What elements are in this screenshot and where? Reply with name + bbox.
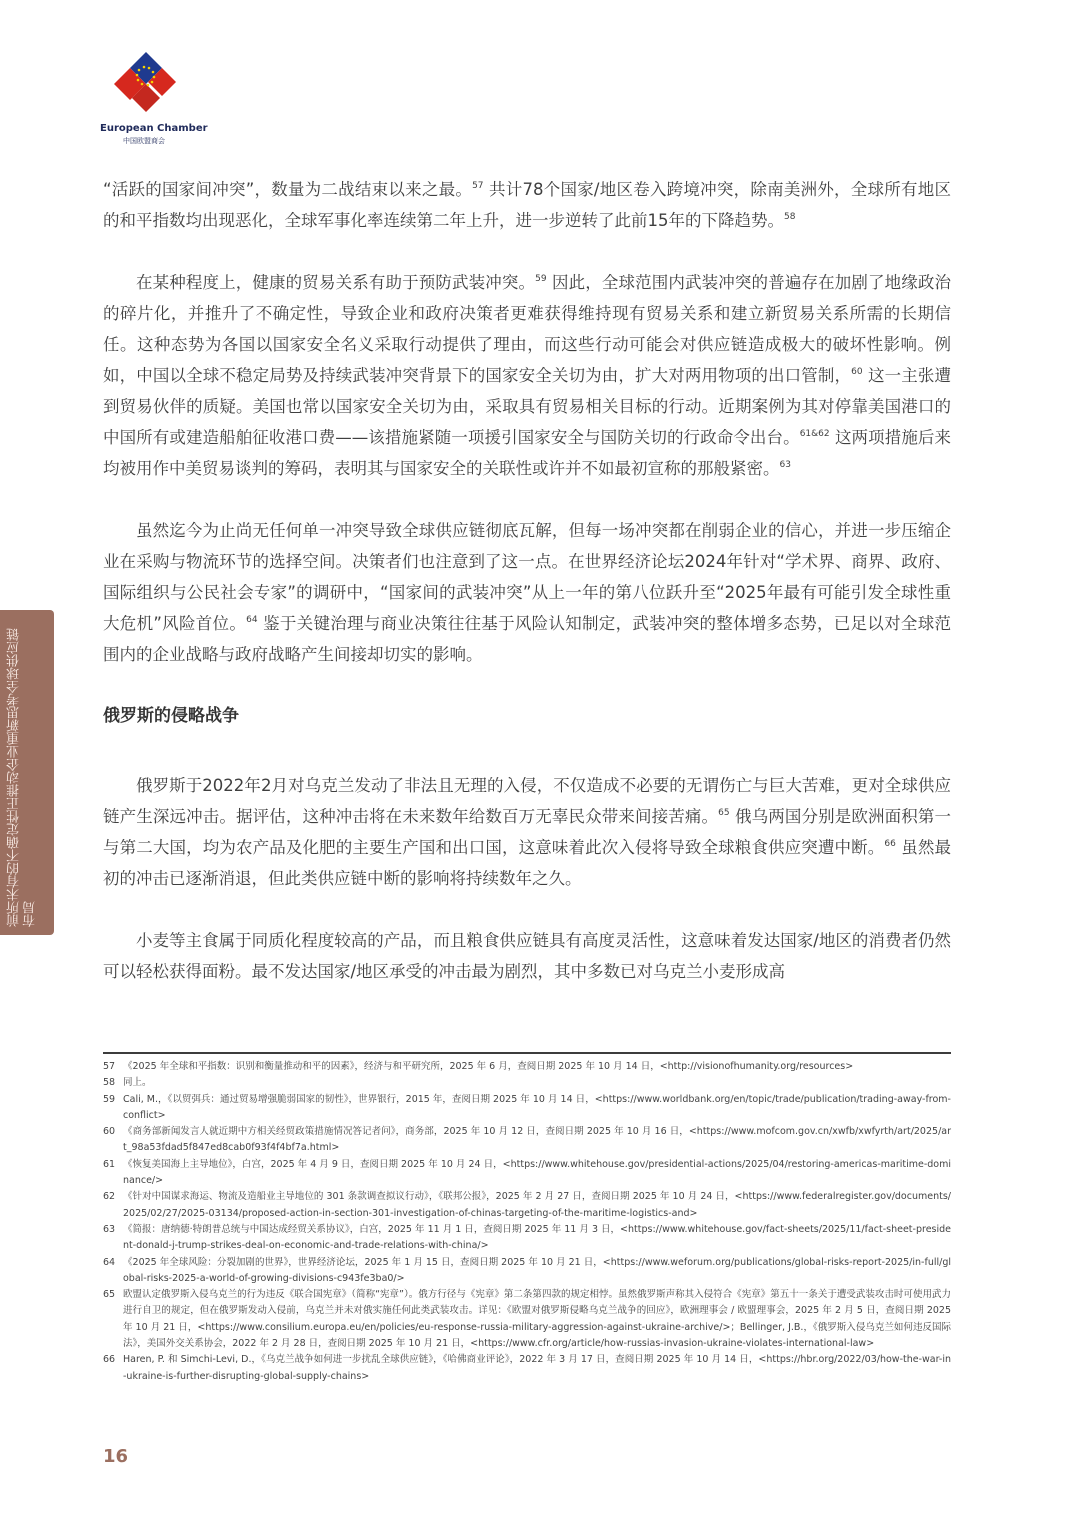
footnote-divider <box>103 1052 951 1054</box>
paragraph-text: 鉴于关键治理与商业决策往往基于风险认知制定，武装冲突的整体增多态势，已足以对全球范围内的企业战略与政府战略产生间接却切实的影响。 <box>103 614 951 664</box>
section-heading: 俄罗斯的侵略战争 <box>103 706 239 726</box>
footnote-ref[interactable]: 57 <box>472 181 484 191</box>
paragraph-text: 虽然最初的冲击已逐渐消退，但此类供应链中断的影响将持续数年之久。 <box>103 838 951 888</box>
footnote-text: 《2025 年全球和平指数：识别和衡量推动和平的因素》，经济与和平研究所，2025 年 6 月，查阅日期 2025 年 10 月 14 日，<http://visionofhumanity.org/resources> <box>123 1061 854 1072</box>
footnote-number: 61 <box>103 1158 116 1170</box>
paragraph-text: 共计78个国家/地区卷入跨境冲突，除南美洲外，全球所有地区的和平指数均出现恶化，全球军事化率连续第二年上升，进一步逆转了此前15年的下降趋势。 <box>103 180 951 230</box>
footnote-ref[interactable]: 63 <box>779 460 791 470</box>
footnote-text: 《针对中国谋求海运、物流及造船业主导地位的 301 条款调查拟议行动》，《联邦公报》，2025 年 2 月 27 日，查阅日期 2025 年 10 月 24 日，<https://www.federalregister.gov/documents/2025/02/27/2025-03134/proposed-action-in-section-301-investigation-of-chinas-targeting-of-the-maritime-logistics-and> <box>123 1191 951 1219</box>
paragraph-text: 俄乌两国分别是欧洲面积第一与第二大国，均为农产品及化肥的主要生产国和出口国，这意味着此次入侵将导致全球粮食供应突遭中断。 <box>103 807 952 857</box>
footnote <box>103 1075 951 1091</box>
paragraph <box>103 925 951 987</box>
footnote-number: 64 <box>103 1256 116 1268</box>
paragraph <box>103 174 951 236</box>
main-content <box>103 174 951 1018</box>
footnote-text: 《简报：唐纳德·特朗普总统与中国达成经贸关系协议》，白宫，2025 年 11 月 1 日，查阅日期 2025 年 11 月 3 日，<https://www.whitehouse.gov/fact-sheets/2025/11/fact-sheet-president-donald-j-trump-strikes-deal-on-economic-and-trade-relations-with-china/> <box>123 1223 951 1252</box>
footnote <box>103 1287 951 1352</box>
footnote-number: 60 <box>103 1126 116 1138</box>
page-number: 16 <box>103 1446 129 1467</box>
footnote-number: 59 <box>103 1093 116 1105</box>
paragraph-text: 小麦等主食属于同质化程度较高的产品，而且粮食供应链具有高度灵活性，这意味着发达国家/地区的消费者仍然可以轻松获得面粉。最不发达国家/地区承受的冲击最为剧烈，其中多数已对乌克兰小麦形成高 <box>103 931 951 981</box>
logo-name: European Chamber <box>100 123 208 134</box>
paragraph <box>103 515 951 670</box>
footnote-text: Cali, M.，《以贸弭兵：通过贸易增强脆弱国家的韧性》，世界银行，2015 年，查阅日期 2025 年 10 月 14 日，<https://www.worldbank.org/en/topic/trade/publication/trading-away-from-conflict> <box>123 1093 951 1121</box>
footnote <box>103 1124 951 1157</box>
footnote-text: 《商务部新闻发言人就近期中方相关经贸政策措施情况答记者问》，商务部，2025 年 10 月 12 日，查阅日期 2025 年 10 月 16 日，<https://www.mofcom.gov.cn/xwfb/xwfyrth/art/2025/art_98a53fdad5f847ed8cab0f93f4f4bf7a.html> <box>123 1126 951 1154</box>
paragraph <box>103 267 951 484</box>
footnote <box>103 1189 951 1222</box>
footnote-ref[interactable]: 64 <box>246 615 258 625</box>
footnote <box>103 1222 951 1255</box>
european-chamber-logo <box>100 50 210 150</box>
logo-name-cn: 中国欧盟商会 <box>123 137 165 145</box>
footnote-ref[interactable]: 60 <box>851 367 863 377</box>
footnote <box>103 1157 951 1190</box>
paragraph-text: “活跃的国家间冲突”，数量为二战结束以来之最。 <box>103 180 473 199</box>
footnote-number: 57 <box>103 1061 116 1072</box>
footnote <box>103 1352 951 1385</box>
footnote <box>103 1092 951 1125</box>
footnote <box>103 1255 951 1288</box>
footnote-number: 62 <box>103 1191 116 1203</box>
logo-diamond-icon <box>114 50 178 114</box>
footnote-text: 《2025 年全球风险：分裂加剧的世界》，世界经济论坛，2025 年 1 月 15 日，查阅日期 2025 年 10 月 21 日，<https://www.weforum.org/publications/global-risks-report-2025/in-full/global-risks-2025-a-world-of-growing-divisions-c943fe3ba0/> <box>123 1256 951 1284</box>
footnote-text: 欧盟认定俄罗斯入侵乌克兰的行为违反《联合国宪章》（简称“宪章”）。俄方行径与《宪章》第二条第四款的规定相悖。虽然俄罗斯声称其入侵符合《宪章》第五十一条关于遭受武装攻击时可使用武力进行自卫的规定，但在俄罗斯发动入侵前，乌克兰并未对俄实施任何此类武装攻击。详见：《欧盟对俄罗斯侵略乌克兰战争的回应》，欧洲理事会 / 欧盟理事会，2025 年 2 月 5 日，查阅日期 2025 年 10 月 21 日，<https://www.consilium.europa.eu/en/policies/eu-response-russia-military-aggression-against-ukraine-archive/>；Bellinger, J.B.，《俄罗斯入侵乌克兰如何违反国际法》，美国外交关系协会，2022 年 2 月 28 日，查阅日期 2025 年 10 月 21 日，<https://www.cfr.org/article/how-russias-invasion-ukraine-violates-international-law> <box>123 1289 951 1350</box>
paragraph-text: 因此，全球范围内武装冲突的普遍存在加剧了地缘政治的碎片化，并推升了不确定性，导致企业和政府决策者更难获得维持现有贸易关系和建立新贸易关系所需的长期信任。这种态势为各国以国家安全名义采取行动提供了理由，而这些行动可能会对供应链造成极大的破坏性影响。例如，中国以全球不稳定局势及持续武装冲突背景下的国家安全关切为由，扩大对两用物项的出口管制， <box>103 273 952 385</box>
footnote-ref[interactable]: 58 <box>784 212 796 222</box>
chapter-side-tab <box>0 610 54 935</box>
paragraph-text: 在某种程度上，健康的贸易关系有助于预防武装冲突。 <box>136 273 536 292</box>
paragraph-text: 俄罗斯于2022年2月对乌克兰发动了非法且无理的入侵，不仅造成不必要的无谓伤亡与巨大苦难，更对全球供应链产生深远冲击。据评估，这种冲击将在未来数年给数百万无辜民众带来间接苦痛。 <box>103 776 951 826</box>
footnote-number: 66 <box>103 1354 116 1366</box>
footnote <box>103 1059 951 1075</box>
footnote-number: 63 <box>103 1223 116 1235</box>
footnote-text: 同上。 <box>123 1077 152 1089</box>
footnote-text: 《恢复美国海上主导地位》，白宫，2025 年 4 月 9 日，查阅日期 2025 年 10 月 24 日，<https://www.whitehouse.gov/presidential-actions/2025/04/restoring-americas-maritime-dominance/> <box>123 1158 951 1187</box>
paragraph-text: 这两项措施后来均被用作中美贸易谈判的筹码，表明其与国家安全的关联性或许并不如最初宣称的那般紧密。 <box>103 428 951 478</box>
footnote-text: Haren, P. 和 Simchi-Levi, D.，《乌克兰战争如何进一步扰乱全球供应链》，《哈佛商业评论》，2022 年 3 月 17 日，查阅日期 2025 年 10 月 14 日，<https://hbr.org/2022/03/how-the-war-in-ukraine-is-further-disrupting-global-supply-chains> <box>123 1354 951 1382</box>
footnote-ref[interactable]: 65 <box>718 808 730 818</box>
footnote-number: 58 <box>103 1077 116 1089</box>
footnote-ref[interactable]: 66 <box>884 839 896 849</box>
footnote-ref[interactable]: 61&62 <box>799 429 830 439</box>
footnotes <box>103 1059 951 1385</box>
paragraph-text: 这一主张遭到贸易伙伴的质疑。美国也常以国家安全关切为由，采取具有贸易相关目标的行动。近期案例为其对停靠美国港口的中国所有或建造船舶征收港口费——该措施紧随一项援引国家安全与国防关切的行政命令出台。 <box>103 366 951 447</box>
paragraph <box>103 770 951 894</box>
chapter-side-title: 前所未有的不确定性正推动企业重新思考全球供应链布局 <box>7 628 38 927</box>
footnote-number: 65 <box>103 1289 116 1301</box>
paragraph-text: 虽然迄今为止尚无任何单一冲突导致全球供应链彻底瓦解，但每一场冲突都在削弱企业的信心，并进一步压缩企业在采购与物流环节的选择空间。决策者们也注意到了这一点。在世界经济论坛2024年针对“学术界、商界、政府、国际组织与公民社会专家”的调研中，“国家间的武装冲突”从上一年的第八位跃升至“2025年最有可能引发全球性重大危机”风险首位。 <box>103 521 951 633</box>
footnote-ref[interactable]: 59 <box>535 274 547 284</box>
